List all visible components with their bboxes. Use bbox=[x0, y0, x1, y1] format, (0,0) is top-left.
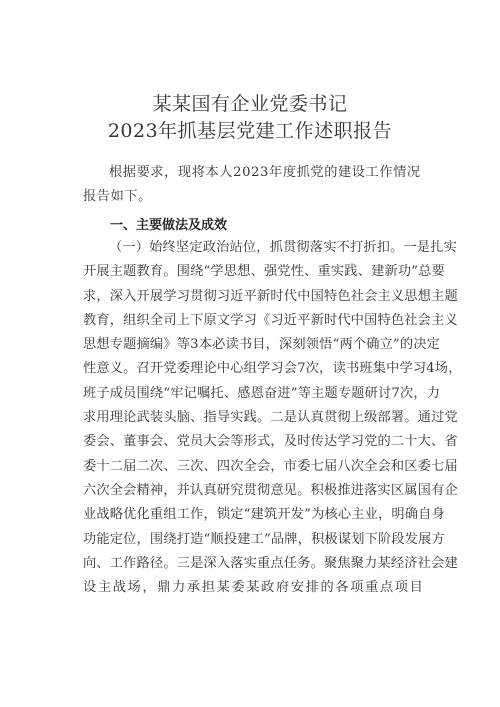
body-line: 教育，组织全司上下原文学习《习近平新时代中国特色社会主义 bbox=[83, 312, 458, 328]
section-heading: 一、主要做法及成效 bbox=[110, 218, 228, 233]
body-line: 设主战场，鼎力承担某委某政府安排的各项重点项目 bbox=[83, 580, 423, 596]
body-line: 委十二届二次、三次、四次全会，市委七届八次全会和区委七届 bbox=[83, 458, 458, 474]
body-line: 开展主题教育。围绕“学思想、强党性、重实践、建新功”总要 bbox=[83, 264, 445, 280]
body-line: （一）始终坚定政治站位，抓贯彻落实不打折扣。一是扎实 bbox=[109, 240, 458, 255]
body-paragraph bbox=[83, 236, 462, 600]
body-line: 六次全会精神，并认真研究贯彻意见。积极推进落实区属国有企 bbox=[83, 482, 458, 498]
body-line: 向、工作路径。三是深入落实重点任务。聚焦聚力某经济社会建 bbox=[83, 555, 458, 571]
body-line: 委会、董事会、党员大会等形式，及时传达学习党的二十大、省 bbox=[83, 434, 458, 450]
document-title-line-2: 2023年抓基层党建工作述职报告 bbox=[107, 120, 393, 142]
document-title-line-1: 某某国有企业党委书记 bbox=[152, 93, 348, 115]
body-line: 求，深入开展学习贯彻习近平新时代中国特色社会主义思想主题 bbox=[83, 288, 458, 304]
body-line: 班子成员围绕“牢记嘱托、感恩奋进”等主题专题研讨7次，力 bbox=[83, 385, 441, 401]
intro-paragraph: 根据要求，现将本人2023年度抓党的建设工作情况报告如下。 bbox=[83, 165, 421, 204]
body-line: 业战略优化重组工作，锁定“建筑开发”为核心主业，明确自身 bbox=[83, 507, 445, 523]
body-line: 求用理论武装头脑、指导实践。二是认真贯彻上级部署。通过党 bbox=[83, 410, 458, 426]
body-line: 功能定位，围绕打造“顺投建工”品牌，积极谋划下阶段发展方 bbox=[83, 531, 445, 547]
body-line: 性意义。召开党委理论中心组学习会7次，读书班集中学习4场， bbox=[83, 361, 462, 377]
body-line: 思想专题摘编》等3本必读书目，深刻领悟“两个确立”的决定 bbox=[83, 337, 441, 353]
